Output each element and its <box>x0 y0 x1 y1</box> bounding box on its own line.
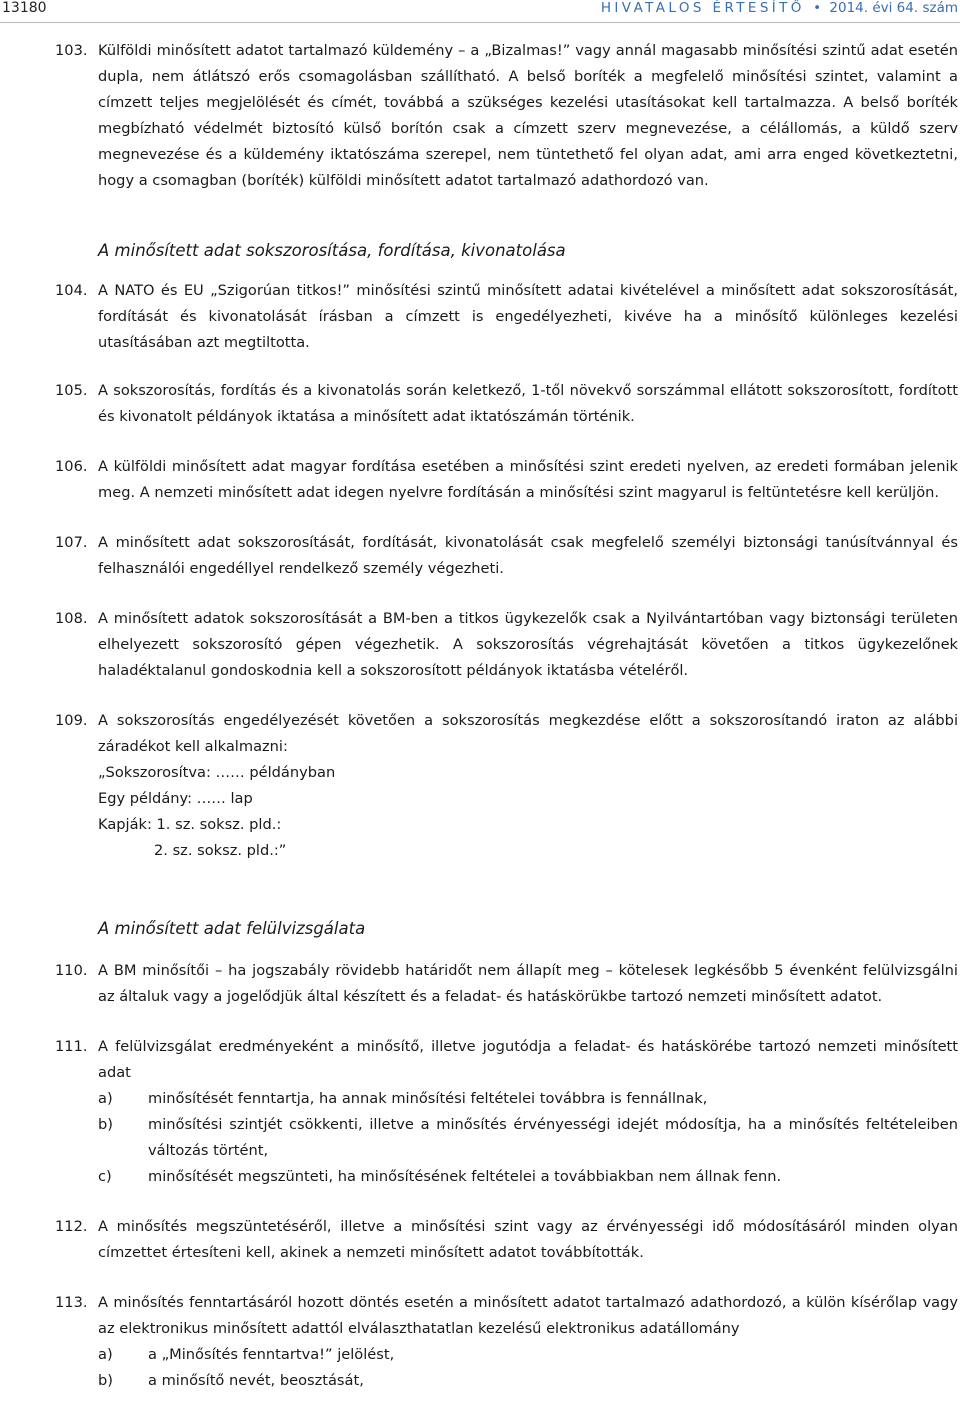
paragraph-113 <box>55 1290 958 1394</box>
list-item-label: b) <box>98 1116 113 1133</box>
list-item <box>98 1368 958 1394</box>
list-item-label: c) <box>98 1168 112 1185</box>
paragraph-text: A minősített adatok sokszorosítását a BM-ben a titkos ügykezelők csak a Nyilvántartóban vagy biztonsági területen elhelyezett sokszorosító gépen végezhetik. A sokszorosítás végrehajtását követően a titkos ügykezelőnek haladéktalanul gondoskodnia kell a sokszorosított példányok iktatásba vételéről. <box>98 610 958 679</box>
paragraph-number: 108. <box>55 610 88 627</box>
list-item-label: b) <box>98 1372 113 1389</box>
clause-line: „Sokszorosítva: …… példányban <box>98 764 336 781</box>
paragraph-number: 112. <box>55 1218 88 1235</box>
issue-number: 2014. évi 64. szám <box>829 0 958 16</box>
paragraph-body <box>98 708 958 864</box>
paragraph-text: A NATO és EU „Szigorúan titkos!” minősítési szintű minősített adatai kivételével a minősített adat sokszorosítását, fordítását és kivonatolását írásban a címzett is engedélyezheti, kivéve ha a minősítő különleges kezelési utasításában azt megtiltotta. <box>98 282 958 351</box>
journal-info <box>601 0 958 16</box>
list-item-text: a minősítő nevét, beosztását, <box>148 1372 364 1389</box>
paragraph-text: Külföldi minősített adatot tartalmazó küldemény – a „Bizalmas!” vagy annál magasabb minősítési szintű adat esetén dupla, nem átlátszó erős csomagolásban szállítható. A belső boríték a megfelelő minősítési szintet, valamint a címzett teljes megjelölését és címét, továbbá a szükséges kezelési utasításokat kell tartalmazza. A belső boríték megbízható védelmét biztosító külső borítón csak a címzett szerv megnevezése, a célállomás, a küldő szerv megnevezése és a küldemény iktatószáma szerepel, nem tüntethető fel olyan adat, ami arra enged következtetni, hogy a csomagban (boríték) külföldi minősített adatot tartalmazó adathordozó van. <box>98 42 958 189</box>
page-number: 13180 <box>2 0 47 16</box>
paragraph-109 <box>55 708 958 864</box>
paragraph-body <box>98 1290 958 1394</box>
paragraph-number: 103. <box>55 42 88 59</box>
section-heading-copying: A minősített adat sokszorosítása, fordítása, kivonatolása <box>98 241 566 260</box>
paragraph-105 <box>55 378 958 430</box>
paragraph-number: 113. <box>55 1294 88 1311</box>
paragraph-106 <box>55 454 958 506</box>
paragraph-text: A sokszorosítás, fordítás és a kivonatolás során keletkező, 1-től növekvő sorszámmal ellátott sokszorosított, fordított és kivonatolt példányok iktatása a minősített adat iktatószámán történik. <box>98 382 958 425</box>
paragraph-text: A minősítés fenntartásáról hozott döntés esetén a minősített adatot tartalmazó adathordozó, a külön kísérőlap vagy az elektronikus minősített adattól elválaszthatatlan kezelésű elektronikus adatállomány <box>98 1294 958 1337</box>
paragraph-text: A minősített adat sokszorosítását, fordítását, kivonatolását csak megfelelő személyi biztonsági tanúsítvánnyal és felhasználói engedéllyel rendelkező személy végezheti. <box>98 534 958 577</box>
paragraph-text: A sokszorosítás engedélyezését követően a sokszorosítás megkezdése előtt a sokszorosítandó iraton az alábbi záradékot kell alkalmazni: <box>98 712 958 755</box>
paragraph-112 <box>55 1214 958 1266</box>
paragraph-number: 104. <box>55 282 88 299</box>
paragraph-number: 109. <box>55 712 88 729</box>
separator-dot: • <box>813 0 822 16</box>
page-header <box>0 0 960 23</box>
clause-line: 2. sz. soksz. pld.:” <box>154 842 287 859</box>
paragraph-number: 105. <box>55 382 88 399</box>
list-item-text: minősítési szintjét csökkenti, illetve a minősítés érvényességi idejét módosítja, ha a minősítés feltételeiben változás történt, <box>148 1116 958 1159</box>
list-item-text: minősítését megszünteti, ha minősítésének feltételei a továbbiakban nem állnak fenn. <box>148 1168 782 1185</box>
paragraph-110 <box>55 958 958 1010</box>
paragraph-111 <box>55 1034 958 1190</box>
clause-line: Egy példány: …… lap <box>98 790 253 807</box>
clause-line: Kapják: 1. sz. soksz. pld.: <box>98 816 282 833</box>
list-item <box>98 1086 958 1112</box>
section-heading-review: A minősített adat felülvizsgálata <box>98 919 366 938</box>
paragraph-text: A minősítés megszüntetéséről, illetve a minősítési szint vagy az érvényességi idő módosításáról minden olyan címzettet értesíteni kell, akinek a nemzeti minősített adatot továbbították. <box>98 1218 958 1261</box>
paragraph-number: 106. <box>55 458 88 475</box>
list-item-label: a) <box>98 1346 113 1363</box>
paragraph-text: A BM minősítői – ha jogszabály rövidebb határidőt nem állapít meg – kötelesek legkésőbb 5 évenként felülvizsgálni az általuk vagy a jogelődjük által készített és a feladat- és hatáskörükbe tartozó nemzeti minősített adatot. <box>98 962 958 1005</box>
list-item <box>98 1164 958 1190</box>
list-item <box>98 1112 958 1164</box>
list-item-text: a „Minősítés fenntartva!” jelölést, <box>148 1346 395 1363</box>
paragraph-107 <box>55 530 958 582</box>
paragraph-103 <box>55 38 958 194</box>
journal-title: HIVATALOS ÉRTESÍTŐ <box>600 0 805 16</box>
paragraph-number: 110. <box>55 962 88 979</box>
list-item-label: a) <box>98 1090 113 1107</box>
list-item <box>98 1342 958 1368</box>
paragraph-number: 107. <box>55 534 88 551</box>
paragraph-body <box>98 1034 958 1190</box>
paragraph-104 <box>55 278 958 356</box>
list-item-text: minősítését fenntartja, ha annak minősítési feltételei továbbra is fennállnak, <box>148 1090 708 1107</box>
paragraph-text: A külföldi minősített adat magyar fordítása esetében a minősítési szint eredeti nyelven, az eredeti formában jelenik meg. A nemzeti minősített adat idegen nyelvre fordításán a minősítési szint magyarul is feltüntetésre kell kerüljön. <box>98 458 958 501</box>
document-body <box>55 38 958 1394</box>
paragraph-text: A felülvizsgálat eredményeként a minősítő, illetve jogutódja a feladat- és hatáskörébe tartozó nemzeti minősített adat <box>98 1038 958 1081</box>
paragraph-108 <box>55 606 958 684</box>
paragraph-number: 111. <box>55 1038 88 1055</box>
